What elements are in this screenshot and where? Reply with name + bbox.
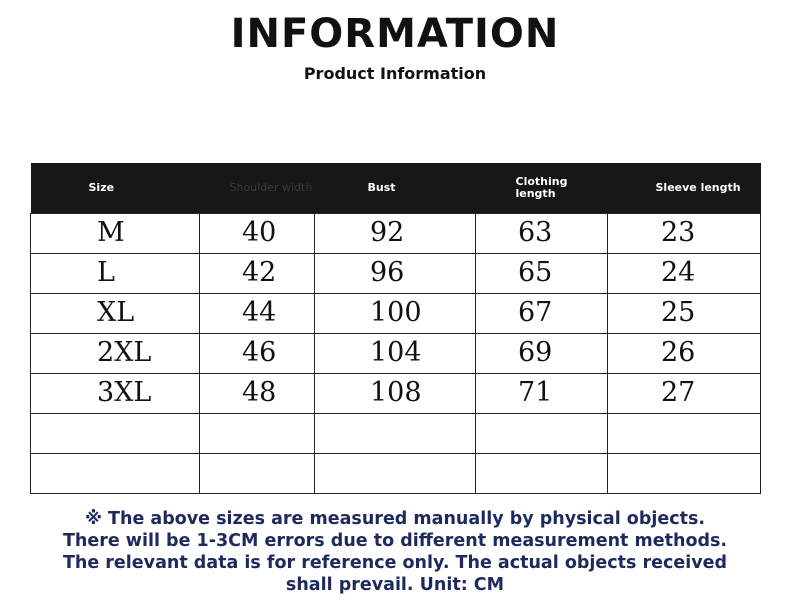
cell-bust: 104: [315, 333, 476, 373]
cell-shoulder-width: 44: [200, 293, 315, 333]
column-header-clothing-length-label: Clothing length: [515, 174, 568, 200]
table-header-row: [31, 163, 761, 213]
size-table: [30, 163, 761, 494]
cell-empty: [476, 413, 608, 453]
cell-empty: [476, 453, 608, 493]
table-row: [31, 213, 761, 253]
cell-sleeve-length: 26: [608, 333, 761, 373]
table-row: [31, 253, 761, 293]
table-row-empty: [31, 413, 761, 453]
cell-bust: 100: [315, 293, 476, 333]
cell-empty: [315, 453, 476, 493]
column-header-clothing-length: [476, 163, 608, 213]
cell-shoulder-width: 40: [200, 213, 315, 253]
cell-empty: [200, 453, 315, 493]
table-row: [31, 333, 761, 373]
cell-size: L: [31, 253, 200, 293]
cell-shoulder-width: 42: [200, 253, 315, 293]
cell-clothing-length: 67: [476, 293, 608, 333]
cell-shoulder-width: 48: [200, 373, 315, 413]
cell-sleeve-length: 23: [608, 213, 761, 253]
cell-empty: [315, 413, 476, 453]
column-header-bust: Bust: [367, 180, 396, 194]
table-row-empty: [31, 453, 761, 493]
page-subtitle: Product Information: [303, 64, 487, 83]
column-header-sleeve-length: Sleeve length: [655, 180, 741, 194]
page-title: INFORMATION: [230, 11, 560, 57]
cell-empty: [608, 453, 761, 493]
cell-sleeve-length: 25: [608, 293, 761, 333]
cell-shoulder-width: 46: [200, 333, 315, 373]
table-row: [31, 293, 761, 333]
cell-empty: [608, 413, 761, 453]
cell-size: M: [31, 213, 200, 253]
cell-bust: 92: [315, 213, 476, 253]
cell-sleeve-length: 24: [608, 253, 761, 293]
cell-clothing-length: 71: [476, 373, 608, 413]
cell-empty: [200, 413, 315, 453]
cell-clothing-length: 69: [476, 333, 608, 373]
cell-empty: [31, 453, 200, 493]
cell-empty: [31, 413, 200, 453]
cell-size: 3XL: [31, 373, 200, 413]
cell-bust: 96: [315, 253, 476, 293]
column-header-shoulder-width: Shoulder width: [229, 180, 313, 194]
measurement-note: ※ The above sizes are measured manually by physical objects. There will be 1-3CM errors due to different measurement methods. The relevant data is for reference only. The actual objects received shall prevail. Unit: CM: [62, 509, 728, 595]
cell-size: 2XL: [31, 333, 200, 373]
cell-clothing-length: 65: [476, 253, 608, 293]
cell-bust: 108: [315, 373, 476, 413]
cell-clothing-length: 63: [476, 213, 608, 253]
table-row: [31, 373, 761, 413]
cell-size: XL: [31, 293, 200, 333]
cell-sleeve-length: 27: [608, 373, 761, 413]
column-header-size: Size: [88, 180, 115, 194]
